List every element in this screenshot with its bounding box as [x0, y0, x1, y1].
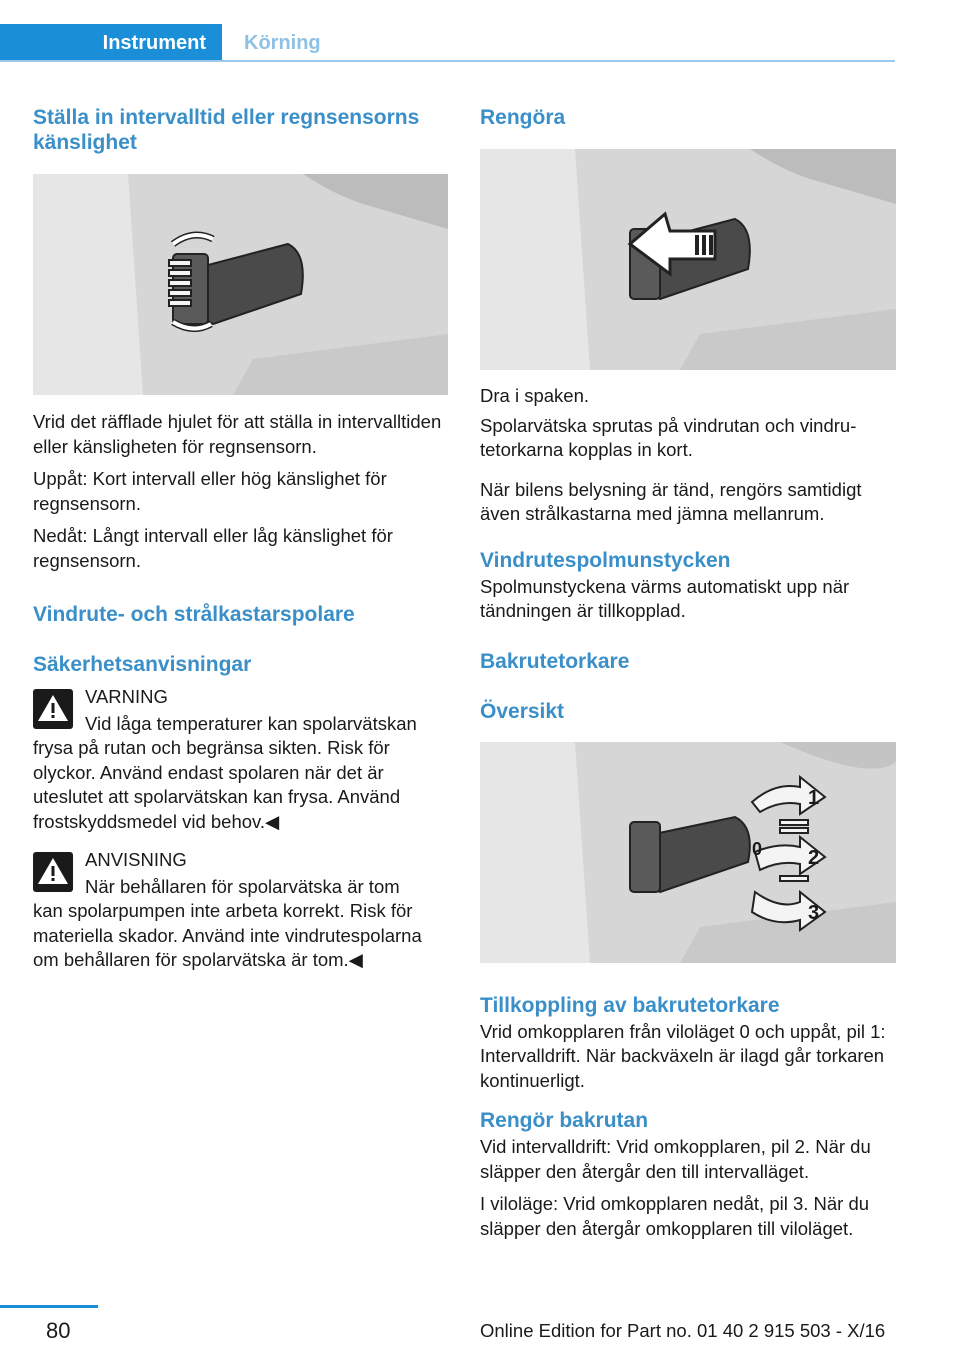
heading-munstycken: Vindrutespolmunstycken — [480, 548, 731, 572]
notice-line1: När behållaren för spolarvätska är tom — [85, 875, 400, 897]
tab-korning[interactable]: Körning — [244, 31, 321, 54]
rear-wiper-illustration — [480, 742, 896, 963]
heading-rengora: Rengöra — [480, 106, 566, 129]
footer-rule — [0, 1305, 98, 1308]
notice-title: ANVISNING — [85, 849, 187, 870]
chapter-tab-bar — [0, 24, 895, 62]
para-vrid: Vrid det räfflade hjulet för att ställa in intervalltiden eller känsligheten för regnsensorn. — [33, 411, 442, 457]
para-munstycken: Spolmunstyckena värms automatiskt upp när tändningen är tillkopplad. — [480, 575, 850, 621]
heading-sakerhet: Säkerhetsanvisningar — [33, 653, 252, 676]
para-intervall: Vid intervalldrift: Vrid omkopplaren, pil 2. När du släpper den återgår den till intervalläget. — [480, 1136, 871, 1182]
figure-interval-wheel — [33, 174, 448, 395]
edition-note: Online Edition for Part no. 01 40 2 915 503 - X/16 — [480, 1320, 886, 1341]
rear-wiper-label-2: 2 — [808, 846, 820, 869]
para-nedat: Nedåt: Långt intervall eller låg känslighet för regnsensorn. — [33, 525, 393, 571]
warning-triangle-icon — [33, 689, 73, 729]
notice-triangle-icon — [33, 852, 73, 892]
heading-interval: Ställa in intervalltid eller regnsensorns känslighet — [33, 106, 420, 154]
warning-title: VARNING — [85, 686, 168, 707]
rear-wiper-label-0: 0 — [752, 838, 763, 859]
para-uppat: Uppåt: Kort intervall eller hög känslighet för regnsensorn. — [33, 468, 387, 514]
right-column — [480, 96, 896, 1241]
left-column — [33, 96, 448, 973]
figure-rear-wiper — [480, 742, 896, 963]
para-tillkoppling: Vrid omkopplaren från viloläget 0 och uppåt, pil 1: Intervalldrift. När backväxeln är ilagd går torkaren kontinuerligt. — [480, 1020, 886, 1091]
tab-underline — [0, 60, 895, 62]
para-vilolage: I viloläge: Vrid omkopplaren nedåt, pil 3. När du släpper den återgår omkopplaren till viloläget. — [480, 1193, 870, 1239]
rear-wiper-label-1: 1 — [808, 786, 820, 809]
para-belysning: När bilens belysning är tänd, rengörs samtidigt även strålkastarna med jämna mellanrum. — [480, 478, 862, 524]
para-dra: Dra i spaken. — [480, 385, 589, 406]
rear-wiper-label-3: 3 — [808, 901, 820, 924]
heading-oversikt: Översikt — [480, 699, 565, 723]
heading-rengor-bakrutan: Rengör bakrutan — [480, 1109, 649, 1132]
heading-bakrute: Bakrutetorkare — [480, 649, 630, 673]
heading-spolare: Vindrute- och strålkastarspolare — [33, 603, 355, 626]
pull-stalk-illustration — [480, 149, 896, 370]
stalk-wheel-illustration — [33, 174, 448, 395]
figure-pull-stalk — [480, 149, 896, 370]
page-number: 80 — [46, 1318, 71, 1343]
tab-instrument[interactable]: Instrument — [0, 24, 222, 62]
warning-line1: Vid låga temperaturer kan spolarvätskan — [85, 712, 417, 734]
notice-text: kan spolarpumpen inte arbeta korrekt. Risk för materiella skador. Använd inte vindrutespolarna om behållaren för spolarvätska är tom.◀ — [33, 900, 422, 970]
warning-text: frysa på rutan och begränsa sikten. Risk för olyckor. Använd endast spolaren när det är uteslutet att spolarvätskan kan frysa. Använd frostskyddsmedel vid behov.◀ — [33, 737, 401, 832]
notice-block — [33, 848, 448, 973]
para-spolarvatska: Spolarvätska sprutas på vindrutan och vindrutetorkarna kopplas in kort. — [480, 414, 857, 460]
warning-block — [33, 685, 448, 834]
heading-tillkoppling: Tillkoppling av bakrutetorkare — [480, 993, 780, 1017]
